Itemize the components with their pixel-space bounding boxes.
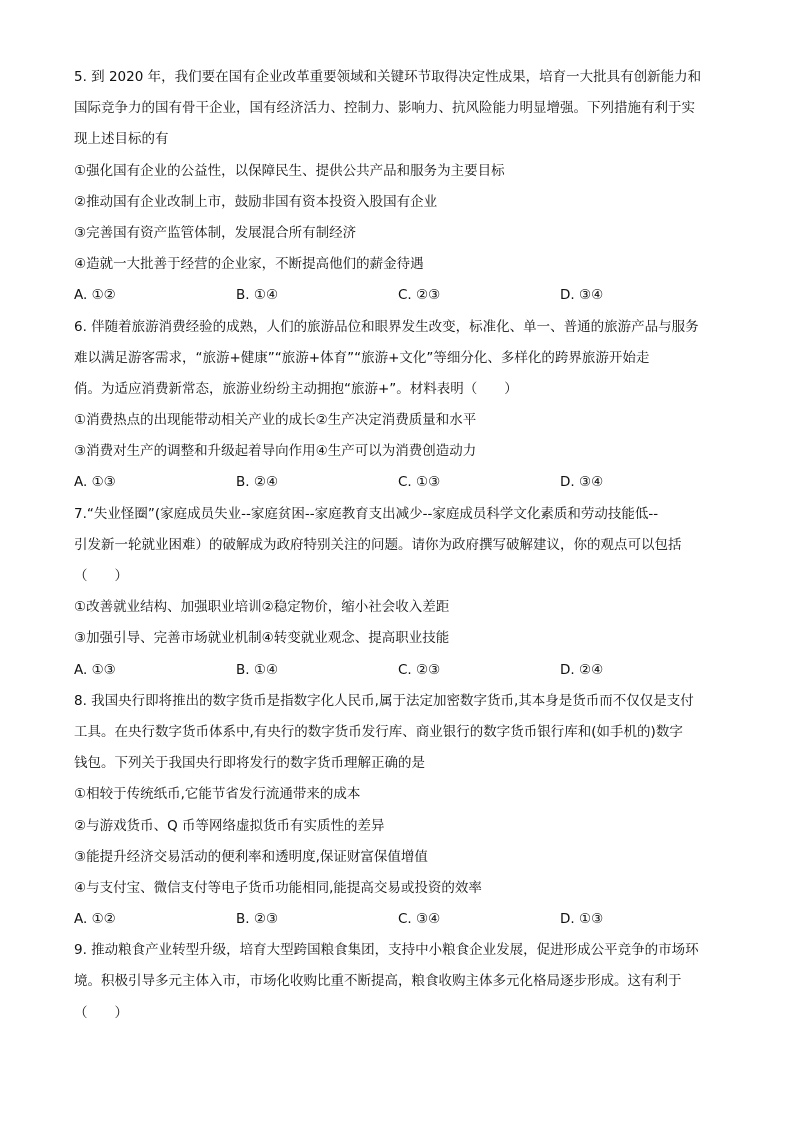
statement-line: ①改善就业结构、加强职业培训②稳定物价，缩小社会收入差距 bbox=[74, 599, 450, 616]
question-5 bbox=[74, 62, 724, 312]
question-stem-line: 俏。为适应消费新常态，旅游业纷纷主动拥抱“旅游+”。材料表明（ ） bbox=[74, 380, 518, 397]
statement-line: ②推动国有企业改制上市，鼓励非国有资本投资入股国有企业 bbox=[74, 193, 438, 210]
question-stem-line: 难以满足游客需求，“旅游+健康”“旅游+体育”“旅游+文化”等细分化、多样化的跨界旅游开始走 bbox=[74, 349, 650, 366]
statement-line: ③消费对生产的调整和升级起着导向作用④生产可以为消费创造动力 bbox=[74, 443, 477, 460]
answer-options bbox=[74, 467, 724, 498]
question-9 bbox=[74, 935, 724, 1029]
question-stem-line: 国际竞争力的国有骨干企业，国有经济活力、控制力、影响力、抗风险能力明显增强。下列措施有利于实 bbox=[74, 100, 695, 117]
question-stem-line: 引发新一轮就业困难）的破解成为政府特别关注的问题。请你为政府撰写破解建议，你的观点可以包括 bbox=[74, 536, 682, 553]
statement-line: ④与支付宝、微信支付等电子货币功能相同,能提高交易或投资的效率 bbox=[74, 879, 482, 896]
statement-line: ③能提升经济交易活动的便利率和透明度,保证财富保值增值 bbox=[74, 848, 428, 865]
question-stem-line: （ ） bbox=[74, 1004, 128, 1021]
option-a: A. ①② bbox=[74, 911, 116, 928]
option-a: A. ①③ bbox=[74, 474, 116, 491]
option-d: D. ③④ bbox=[560, 287, 604, 304]
option-d: D. ②④ bbox=[560, 661, 604, 678]
answer-options bbox=[74, 904, 724, 935]
option-c: C. ②③ bbox=[398, 661, 441, 678]
question-stem-line: 境。积极引导多元主体入市，市场化收购比重不断提高，粮食收购主体多元化格局逐步形成。这有利于 bbox=[74, 973, 682, 990]
question-stem-line: 9. 推动粮食产业转型升级，培育大型跨国粮食集团，支持中小粮食企业发展，促进形成公平竞争的市场环 bbox=[74, 942, 699, 959]
option-b: B. ①④ bbox=[236, 661, 279, 678]
answer-options bbox=[74, 655, 724, 686]
option-c: C. ③④ bbox=[398, 911, 441, 928]
option-b: B. ②④ bbox=[236, 474, 279, 491]
question-stem-line: （ ） bbox=[74, 568, 128, 584]
option-b: B. ①④ bbox=[236, 287, 279, 304]
question-document bbox=[74, 62, 724, 1029]
question-stem-line: 5. 到 2020 年，我们要在国有企业改革重要领域和关键环节取得决定性成果，培育一大批具有创新能力和 bbox=[74, 69, 702, 85]
option-d: D. ③④ bbox=[560, 474, 604, 491]
question-stem-line: 7.“失业怪圈”(家庭成员失业--家庭贫困--家庭教育支出减少--家庭成员科学文化素质和劳动技能低-- bbox=[74, 505, 659, 522]
statement-line: ③加强引导、完善市场就业机制④转变就业观念、提高职业技能 bbox=[74, 630, 450, 647]
option-d: D. ①③ bbox=[560, 911, 604, 928]
statement-line: ②与游戏货币、Q 币等网络虚拟货币有实质性的差异 bbox=[74, 817, 385, 834]
statement-line: ①强化国有企业的公益性，以保障民生、提供公共产品和服务为主要目标 bbox=[74, 162, 505, 179]
statement-line: ④造就一大批善于经营的企业家，不断提高他们的薪金待遇 bbox=[74, 256, 424, 273]
question-stem-line: 8. 我国央行即将推出的数字货币是指数字化人民币,属于法定加密数字货币,其本身是货币而不仅仅是支付 bbox=[74, 692, 694, 709]
statement-line: ①相较于传统纸币,它能节省发行流通带来的成本 bbox=[74, 786, 361, 803]
question-6 bbox=[74, 312, 724, 499]
option-c: C. ②③ bbox=[398, 287, 441, 304]
option-a: A. ①③ bbox=[74, 661, 116, 678]
option-b: B. ②③ bbox=[236, 911, 279, 928]
question-stem-line: 现上述目标的有 bbox=[74, 131, 169, 148]
question-stem-line: 工具。在央行数字货币体系中,有央行的数字货币发行库、商业银行的数字货币银行库和(如手机的)数字 bbox=[74, 723, 683, 740]
statement-line: ③完善国有资产监管体制，发展混合所有制经济 bbox=[74, 224, 357, 241]
question-8 bbox=[74, 686, 724, 936]
question-stem-line: 钱包。下列关于我国央行即将发行的数字货币理解正确的是 bbox=[74, 755, 425, 772]
option-a: A. ①② bbox=[74, 287, 116, 304]
question-stem-line: 6. 伴随着旅游消费经验的成熟，人们的旅游品位和眼界发生改变，标准化、单一、普通的旅游产品与服务 bbox=[74, 318, 699, 335]
answer-options bbox=[74, 280, 724, 311]
statement-line: ①消费热点的出现能带动相关产业的成长②生产决定消费质量和水平 bbox=[74, 412, 477, 429]
question-7 bbox=[74, 499, 724, 686]
option-c: C. ①③ bbox=[398, 474, 441, 491]
